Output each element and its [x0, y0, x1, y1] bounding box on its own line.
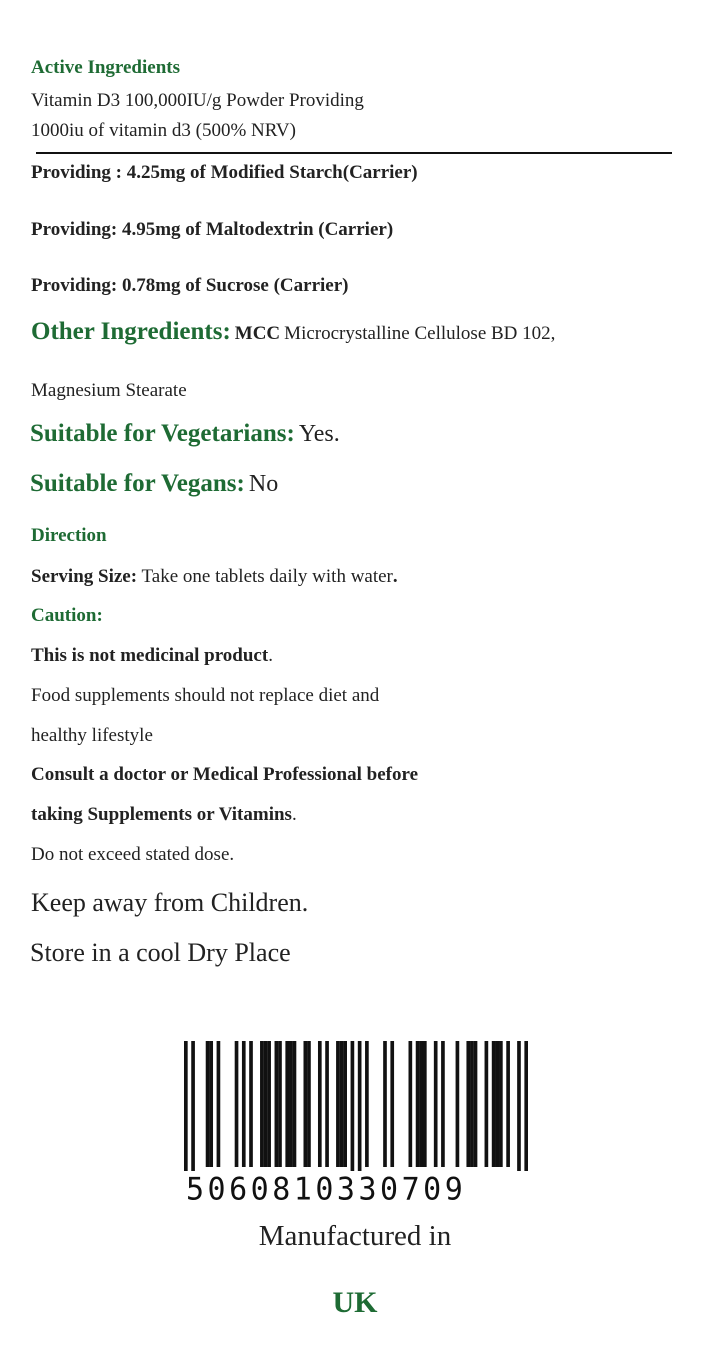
barcode-bar — [495, 1041, 499, 1167]
barcode-bar — [474, 1041, 478, 1167]
barcode-bar — [249, 1041, 253, 1167]
barcode-bar — [343, 1041, 347, 1167]
barcode-bar — [217, 1041, 221, 1167]
vegan-line — [30, 470, 278, 498]
barcode-bar — [336, 1041, 340, 1167]
store-text: Store in a cool Dry Place — [30, 938, 291, 967]
barcode-bar — [485, 1041, 489, 1167]
barcode-bar — [365, 1041, 369, 1167]
active-ingredient-line-1: Vitamin D3 100,000IU/g Powder Providing — [31, 90, 364, 111]
providing-line-2: Providing: 4.95mg of Maltodextrin (Carrier) — [31, 219, 394, 240]
barcode-bar — [275, 1041, 279, 1167]
direction-heading: Direction — [31, 525, 107, 546]
barcode-bar — [470, 1041, 474, 1167]
active-ingredients-heading: Active Ingredients — [31, 57, 180, 78]
barcode-bar — [209, 1041, 213, 1167]
serving-size-label: Serving Size: — [31, 566, 138, 587]
other-ingredients-line — [31, 318, 555, 346]
barcode-bar — [358, 1041, 362, 1171]
barcode-bar — [340, 1041, 344, 1167]
barcode-bar — [383, 1041, 387, 1167]
caution-line-5-bold: taking Supplements or Vitamins — [31, 804, 292, 825]
barcode-bar — [278, 1041, 282, 1167]
barcode-bar — [264, 1041, 268, 1167]
other-ingredients-line-2: Magnesium Stearate — [31, 380, 187, 401]
divider-rule — [36, 152, 672, 154]
barcode-bar — [289, 1041, 293, 1167]
vegan-value: No — [248, 471, 279, 497]
caution-line-2: Food supplements should not replace diet and — [31, 685, 380, 706]
barcode-number: 5060810330709 — [186, 1171, 467, 1208]
other-ingredients-label: Other Ingredients: — [31, 318, 231, 345]
serving-size-text: Take one tablets daily with water — [141, 566, 393, 587]
barcode-bar — [416, 1041, 420, 1167]
barcode-bar — [303, 1041, 307, 1167]
caution-line-6: Do not exceed stated dose. — [31, 844, 235, 865]
barcode-bar — [434, 1041, 438, 1167]
caution-line-5 — [31, 804, 297, 826]
caution-line-5-period: . — [291, 804, 297, 825]
barcode-bar — [441, 1041, 445, 1167]
barcode-bar — [325, 1041, 329, 1167]
caution-line-3: healthy lifestyle — [31, 725, 153, 746]
caution-line-1-period: . — [268, 645, 273, 666]
barcode-bar — [409, 1041, 413, 1167]
barcode-bar — [318, 1041, 322, 1167]
caution-line-4: Consult a doctor or Medical Professional before — [31, 764, 419, 785]
manufactured-in-text: Manufactured in — [258, 1220, 452, 1252]
vegetarian-line — [30, 420, 340, 448]
vegetarian-label: Suitable for Vegetarians: — [30, 420, 295, 447]
other-ingredients-text: Microcrystalline Cellulose BD 102, — [284, 323, 556, 344]
barcode-bar — [242, 1041, 246, 1167]
barcode-bar — [517, 1041, 521, 1171]
barcode-bar — [492, 1041, 496, 1167]
barcode-bar — [390, 1041, 394, 1167]
barcode-bar — [307, 1041, 311, 1167]
providing-line-1: Providing : 4.25mg of Modified Starch(Carrier) — [31, 162, 418, 183]
barcode — [184, 1041, 528, 1171]
vegetarian-value: Yes. — [298, 421, 340, 447]
barcode-bar — [285, 1041, 289, 1167]
barcode-bar — [191, 1041, 195, 1171]
barcode-bar — [260, 1041, 264, 1167]
barcode-bar — [423, 1041, 427, 1167]
barcode-bar — [293, 1041, 297, 1167]
barcode-bar — [351, 1041, 355, 1171]
caution-heading: Caution: — [31, 605, 103, 626]
barcode-bar — [184, 1041, 188, 1171]
providing-line-3: Providing: 0.78mg of Sucrose (Carrier) — [31, 275, 349, 296]
barcode-bar — [506, 1041, 510, 1167]
barcode-bar — [206, 1041, 210, 1167]
barcode-bar — [466, 1041, 470, 1167]
barcode-bar — [235, 1041, 239, 1167]
caution-line-1-bold: This is not medicinal product — [31, 645, 269, 666]
barcode-bar — [456, 1041, 460, 1167]
country-text: UK — [332, 1286, 378, 1319]
keep-away-text: Keep away from Children. — [31, 888, 309, 917]
vegan-label: Suitable for Vegans: — [30, 470, 245, 497]
serving-size-line — [31, 566, 398, 588]
active-ingredient-line-2: 1000iu of vitamin d3 (500% NRV) — [31, 120, 296, 141]
other-ingredients-mcc: MCC — [234, 323, 281, 344]
barcode-bar — [524, 1041, 528, 1171]
barcode-bar — [267, 1041, 271, 1167]
barcode-bar — [499, 1041, 503, 1167]
serving-size-period: . — [392, 566, 398, 587]
caution-line-1 — [31, 645, 273, 667]
barcode-bar — [419, 1041, 423, 1167]
